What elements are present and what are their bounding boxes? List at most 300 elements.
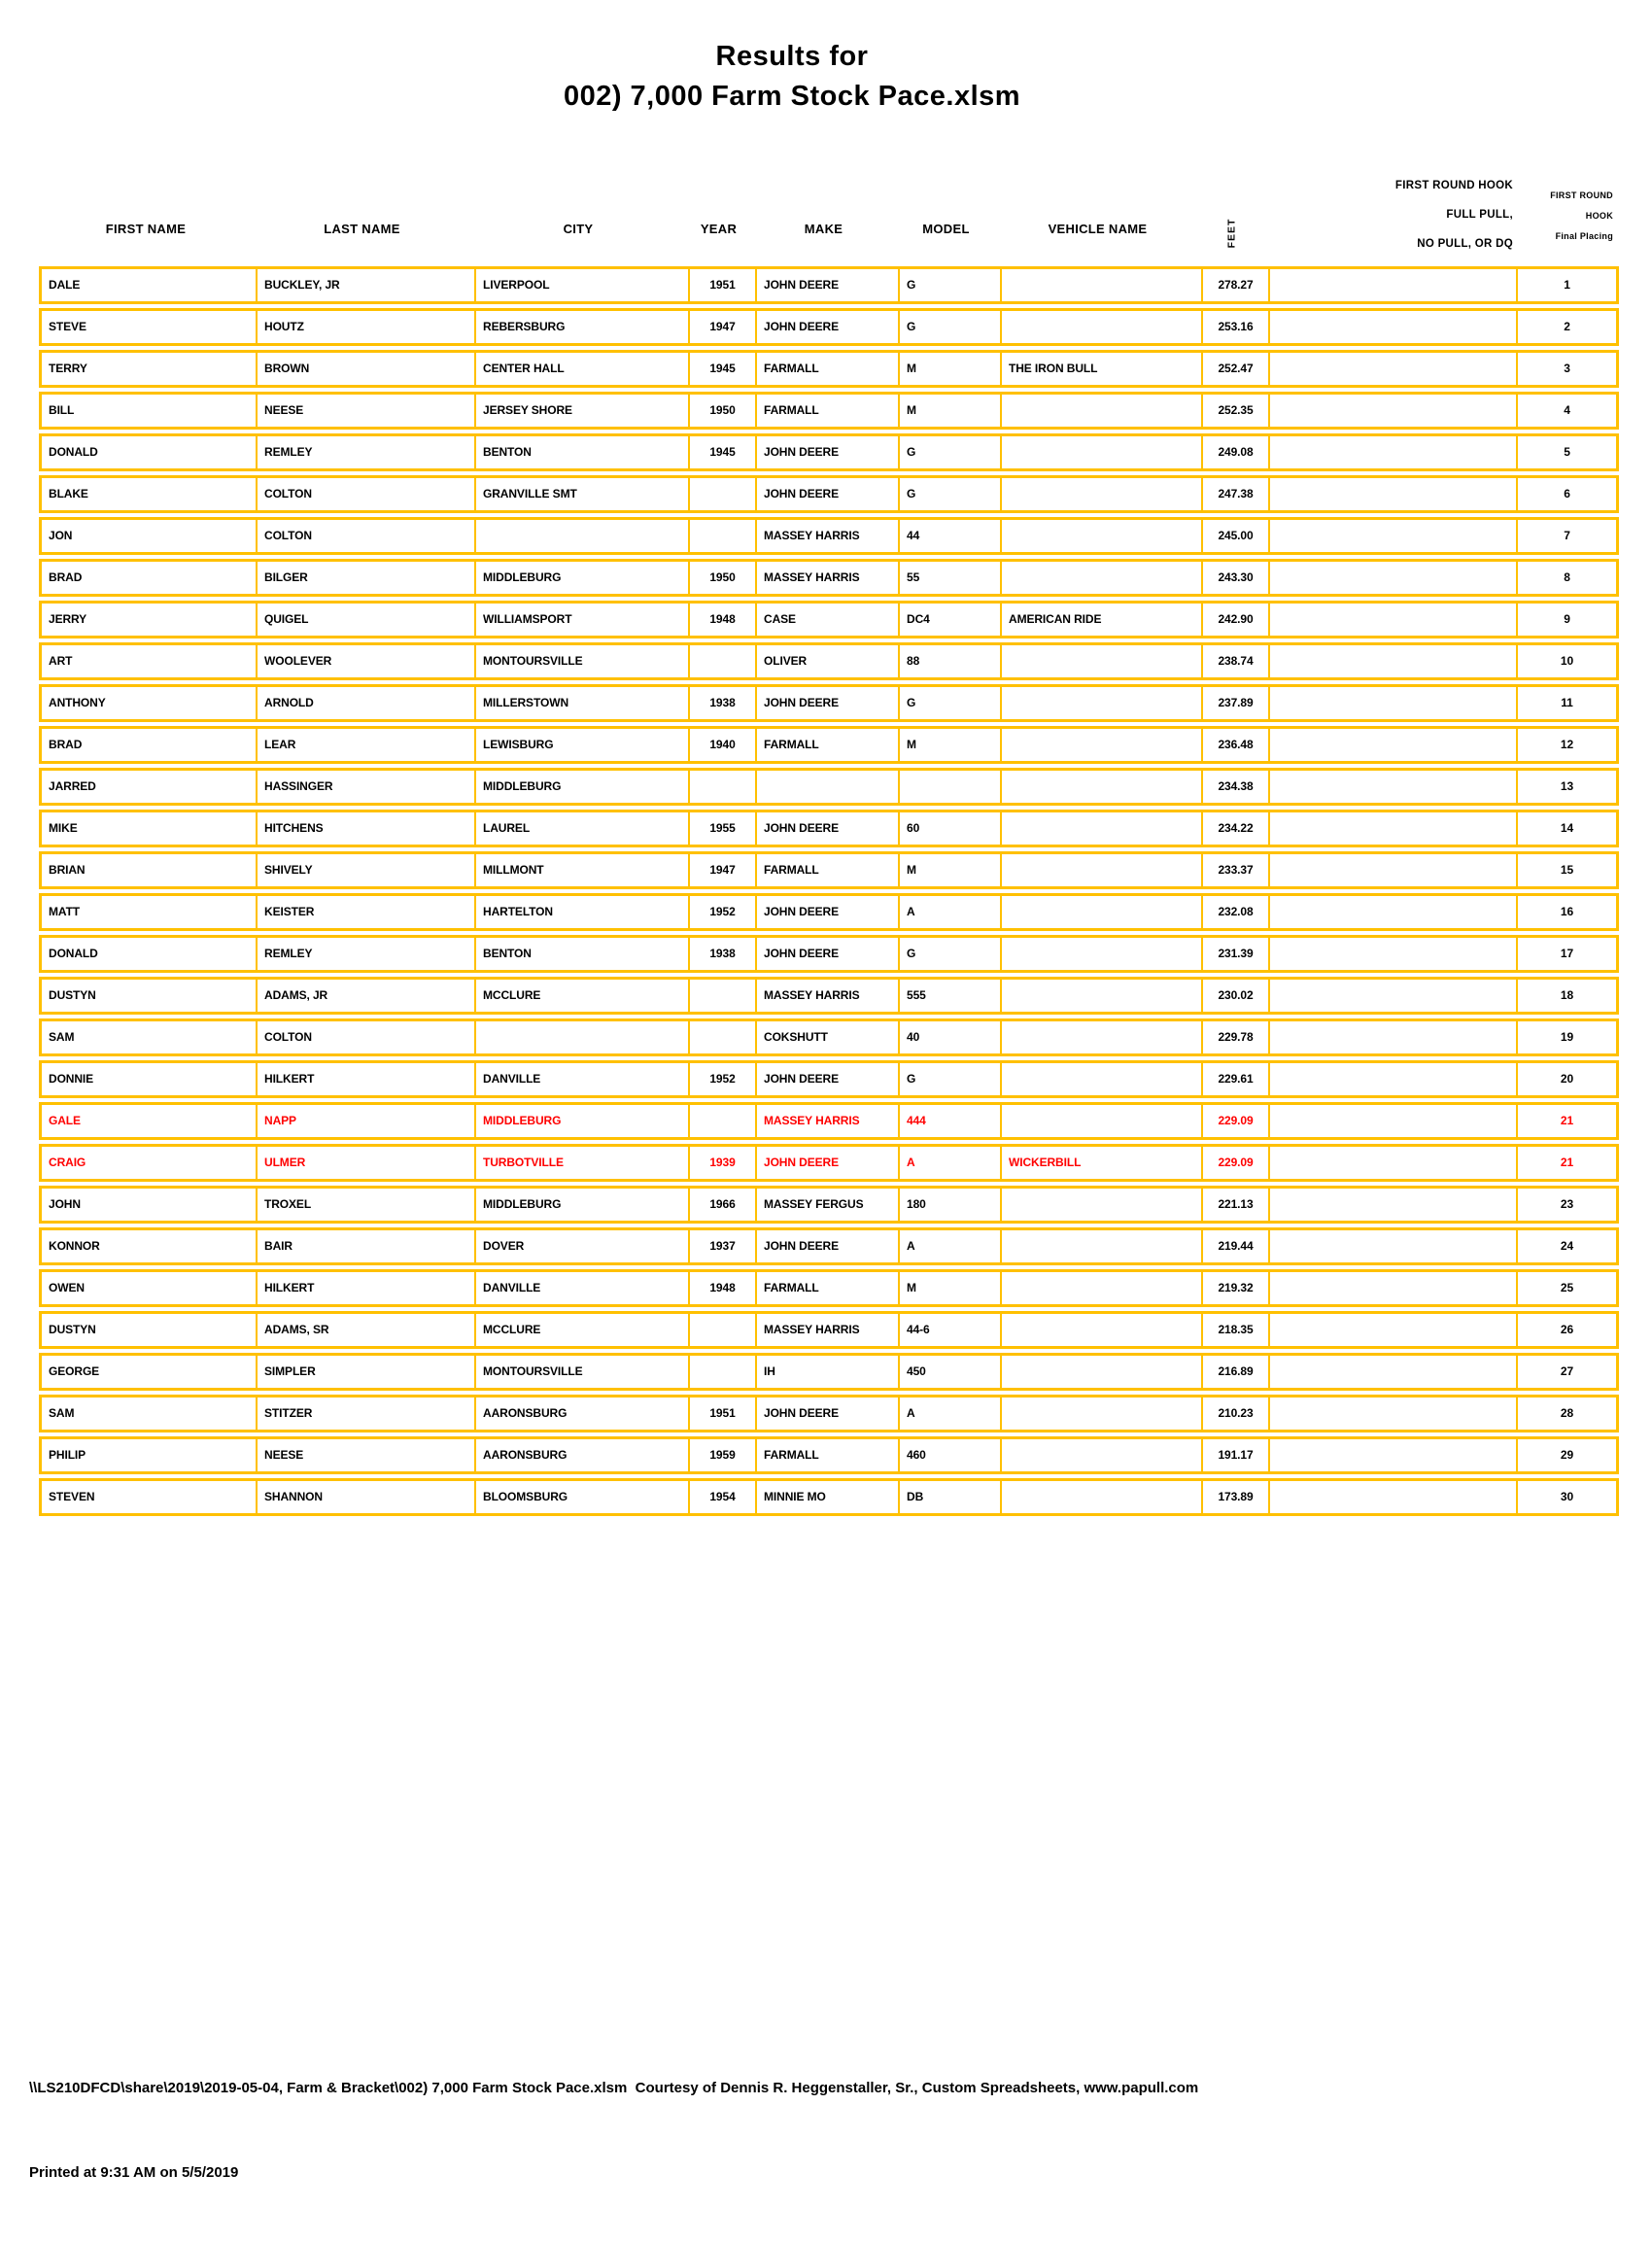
page-title-line1: Results for [715,41,869,72]
footer-file-path: \\LS210DFCD\share\2019\2019-05-04, Farm & Bracket\002) 7,000 Farm Stock Pace.xlsm Courtesy of Dennis R. Heggenstaller, Sr., Custom Spreadsheets, www.papull.com [29,2080,1199,2096]
cell-last-name: COLTON [256,1021,474,1053]
cell-city: LEWISBURG [474,729,688,761]
cell-vehicle-name [1000,812,1201,845]
cell-first-name: STEVE [49,320,86,333]
cell-year: 1951 [688,1398,755,1430]
cell-city: MIDDLEBURG [474,1189,688,1221]
cell-vehicle-name [1000,896,1201,928]
cell-feet: 234.38 [1201,771,1268,803]
cell-make: MASSEY HARRIS [755,520,898,552]
table-row [39,893,1619,931]
cell-year: 1951 [688,269,755,301]
cell-year [688,1021,755,1053]
cell-make: FARMALL [755,353,898,385]
feet-rotated-label: FEET [1225,218,1238,249]
cell-first-round-hook [1268,1356,1516,1388]
cell-first-name: DUSTYN [49,1323,96,1336]
cell-model: G [898,436,1000,468]
cell-city: MILLERSTOWN [474,687,688,719]
cell-first-round-hook [1268,520,1516,552]
cell-make: MASSEY HARRIS [755,1314,898,1346]
cell-first-name: PHILIP [49,1448,86,1462]
cell-year: 1945 [688,353,755,385]
cell-vehicle-name [1000,1189,1201,1221]
cell-city: MONTOURSVILLE [474,645,688,677]
cell-make: MINNIE MO [755,1481,898,1513]
cell-vehicle-name [1000,395,1201,427]
cell-first-name: JARRED [49,779,96,793]
cell-final-placing: 1 [1516,269,1616,301]
cell-city [474,520,688,552]
cell-final-placing: 7 [1516,520,1616,552]
table-body [39,266,1619,1516]
cell-model: DC4 [898,604,1000,636]
cell-make: JOHN DEERE [755,311,898,343]
cell-feet: 252.47 [1201,353,1268,385]
cell-final-placing: 21 [1516,1147,1616,1179]
cell-final-placing: 29 [1516,1439,1616,1471]
table-row [39,601,1619,638]
cell-final-placing: 18 [1516,980,1616,1012]
cell-first-name: BRAD [49,570,83,584]
cell-model: 450 [898,1356,1000,1388]
cell-first-round-hook [1268,1481,1516,1513]
cell-city: HARTELTON [474,896,688,928]
cell-first-round-hook [1268,687,1516,719]
cell-first-name: JERRY [49,612,87,626]
cell-make: JOHN DEERE [755,687,898,719]
cell-city: MIDDLEBURG [474,562,688,594]
cell-make: JOHN DEERE [755,1063,898,1095]
cell-make: JOHN DEERE [755,938,898,970]
column-header-make: MAKE [804,222,843,236]
cell-last-name: NAPP [256,1105,474,1137]
cell-final-placing: 3 [1516,353,1616,385]
table-row [39,642,1619,680]
table-row [39,1018,1619,1056]
cell-last-name: TROXEL [256,1189,474,1221]
cell-model: G [898,938,1000,970]
table-row [39,1060,1619,1098]
cell-feet: 191.17 [1201,1439,1268,1471]
cell-vehicle-name [1000,436,1201,468]
cell-make: FARMALL [755,1439,898,1471]
cell-make: JOHN DEERE [755,1147,898,1179]
cell-first-name: DONNIE [49,1072,94,1086]
page-footer [29,2018,1198,2243]
cell-city: JERSEY SHORE [474,395,688,427]
cell-first-name: BILL [49,403,75,417]
cell-feet: 216.89 [1201,1356,1268,1388]
cell-make: FARMALL [755,854,898,886]
cell-vehicle-name [1000,1063,1201,1095]
cell-first-name: MATT [49,905,81,918]
cell-year [688,478,755,510]
cell-final-placing: 4 [1516,395,1616,427]
cell-city: DOVER [474,1230,688,1262]
cell-make: JOHN DEERE [755,478,898,510]
cell-year: 1937 [688,1230,755,1262]
cell-first-name: ART [49,654,73,668]
cell-city: AARONSBURG [474,1398,688,1430]
cell-last-name: KEISTER [256,896,474,928]
cell-first-name: DUSTYN [49,988,96,1002]
cell-final-placing: 17 [1516,938,1616,970]
cell-make: JOHN DEERE [755,896,898,928]
column-header-first-name: FIRST NAME [105,222,187,236]
cell-year: 1945 [688,436,755,468]
cell-final-placing: 6 [1516,478,1616,510]
cell-final-placing: 12 [1516,729,1616,761]
cell-first-name: SAM [49,1406,75,1420]
cell-year [688,645,755,677]
cell-year: 1950 [688,562,755,594]
cell-first-round-hook [1268,353,1516,385]
cell-first-round-hook [1268,395,1516,427]
cell-model: M [898,1272,1000,1304]
cell-model: 44-6 [898,1314,1000,1346]
cell-vehicle-name [1000,311,1201,343]
cell-model: 460 [898,1439,1000,1471]
cell-feet: 210.23 [1201,1398,1268,1430]
cell-last-name: ULMER [256,1147,474,1179]
cell-first-round-hook [1268,729,1516,761]
cell-city: MILLMONT [474,854,688,886]
table-row [39,851,1619,889]
cell-last-name: WOOLEVER [256,645,474,677]
cell-final-placing: 9 [1516,604,1616,636]
table-row [39,810,1619,847]
cell-first-round-hook [1268,938,1516,970]
cell-last-name: SIMPLER [256,1356,474,1388]
cell-model: M [898,854,1000,886]
cell-first-name: BLAKE [49,487,88,500]
cell-model: G [898,478,1000,510]
table-row [39,266,1619,304]
cell-vehicle-name [1000,1230,1201,1262]
cell-vehicle-name [1000,520,1201,552]
cell-last-name: STITZER [256,1398,474,1430]
cell-final-placing: 24 [1516,1230,1616,1262]
cell-make: OLIVER [755,645,898,677]
cell-city: AARONSBURG [474,1439,688,1471]
cell-feet: 173.89 [1201,1481,1268,1513]
table-row [39,1395,1619,1432]
cell-year: 1952 [688,1063,755,1095]
table-row [39,1311,1619,1349]
cell-last-name: SHANNON [256,1481,474,1513]
cell-last-name: BILGER [256,562,474,594]
cell-year: 1947 [688,311,755,343]
cell-model: A [898,1147,1000,1179]
cell-feet: 253.16 [1201,311,1268,343]
cell-model: 55 [898,562,1000,594]
cell-year: 1938 [688,938,755,970]
cell-first-name: DONALD [49,947,98,960]
cell-feet: 234.22 [1201,812,1268,845]
cell-make: MASSEY HARRIS [755,1105,898,1137]
cell-final-placing: 28 [1516,1398,1616,1430]
table-header-row [39,142,1619,262]
cell-year [688,1356,755,1388]
cell-last-name: HILKERT [256,1063,474,1095]
cell-make [755,771,898,803]
cell-vehicle-name [1000,1481,1201,1513]
cell-year: 1948 [688,604,755,636]
cell-last-name: LEAR [256,729,474,761]
cell-first-round-hook [1268,854,1516,886]
cell-feet: 237.89 [1201,687,1268,719]
cell-feet: 238.74 [1201,645,1268,677]
cell-feet: 231.39 [1201,938,1268,970]
cell-make: FARMALL [755,1272,898,1304]
cell-first-name: DALE [49,278,81,292]
cell-year: 1947 [688,854,755,886]
cell-last-name: NEESE [256,395,474,427]
cell-final-placing: 16 [1516,896,1616,928]
cell-year [688,1105,755,1137]
cell-model: 88 [898,645,1000,677]
cell-last-name: QUIGEL [256,604,474,636]
cell-model: G [898,687,1000,719]
cell-feet: 278.27 [1201,269,1268,301]
cell-city: MIDDLEBURG [474,771,688,803]
cell-make: FARMALL [755,395,898,427]
cell-year [688,1314,755,1346]
cell-make: MASSEY HARRIS [755,980,898,1012]
cell-feet: 249.08 [1201,436,1268,468]
cell-year: 1966 [688,1189,755,1221]
cell-vehicle-name [1000,687,1201,719]
table-row [39,308,1619,346]
cell-vehicle-name: THE IRON BULL [1000,353,1201,385]
cell-first-round-hook [1268,980,1516,1012]
table-row [39,1186,1619,1224]
cell-year: 1954 [688,1481,755,1513]
cell-first-round-hook [1268,436,1516,468]
results-table [39,142,1619,1516]
cell-vehicle-name [1000,771,1201,803]
cell-city: REBERSBURG [474,311,688,343]
table-row [39,1102,1619,1140]
cell-first-round-hook [1268,1021,1516,1053]
column-header-last-name: LAST NAME [324,222,400,236]
cell-vehicle-name [1000,1021,1201,1053]
table-row [39,1436,1619,1474]
cell-year: 1952 [688,896,755,928]
cell-model: 44 [898,520,1000,552]
cell-city: GRANVILLE SMT [474,478,688,510]
cell-city [474,1021,688,1053]
table-row [39,768,1619,806]
cell-first-round-hook [1268,645,1516,677]
cell-first-name: DONALD [49,445,98,459]
cell-make: JOHN DEERE [755,436,898,468]
cell-vehicle-name [1000,938,1201,970]
table-row [39,1478,1619,1516]
cell-feet: 229.78 [1201,1021,1268,1053]
column-header-first-round-hook: FIRST ROUND HOOK FULL PULL, NO PULL, OR DQ [1394,180,1513,250]
cell-last-name: HASSINGER [256,771,474,803]
table-row [39,392,1619,430]
cell-first-name: ANTHONY [49,696,106,709]
cell-make: COKSHUTT [755,1021,898,1053]
cell-vehicle-name [1000,562,1201,594]
table-row [39,977,1619,1015]
cell-city: WILLIAMSPORT [474,604,688,636]
cell-year: 1939 [688,1147,755,1179]
cell-feet: 219.44 [1201,1230,1268,1262]
cell-feet: 219.32 [1201,1272,1268,1304]
cell-last-name: REMLEY [256,938,474,970]
cell-last-name: HOUTZ [256,311,474,343]
cell-city: BENTON [474,436,688,468]
cell-feet: 233.37 [1201,854,1268,886]
cell-year: 1959 [688,1439,755,1471]
cell-first-round-hook [1268,1272,1516,1304]
cell-first-round-hook [1268,1063,1516,1095]
cell-vehicle-name [1000,269,1201,301]
table-row [39,475,1619,513]
cell-year: 1948 [688,1272,755,1304]
cell-first-round-hook [1268,269,1516,301]
cell-vehicle-name [1000,1272,1201,1304]
cell-first-round-hook [1268,771,1516,803]
cell-model: 40 [898,1021,1000,1053]
cell-first-round-hook [1268,562,1516,594]
cell-first-round-hook [1268,1189,1516,1221]
cell-make: CASE [755,604,898,636]
cell-feet: 221.13 [1201,1189,1268,1221]
cell-make: JOHN DEERE [755,812,898,845]
cell-feet: 245.00 [1201,520,1268,552]
cell-feet: 230.02 [1201,980,1268,1012]
cell-last-name: ARNOLD [256,687,474,719]
cell-year: 1950 [688,395,755,427]
cell-final-placing: 5 [1516,436,1616,468]
cell-first-name: MIKE [49,821,78,835]
cell-model: A [898,1230,1000,1262]
cell-model: G [898,311,1000,343]
cell-model: 60 [898,812,1000,845]
cell-model: G [898,1063,1000,1095]
cell-feet: 252.35 [1201,395,1268,427]
cell-year: 1938 [688,687,755,719]
table-row [39,1144,1619,1182]
cell-vehicle-name [1000,478,1201,510]
cell-first-round-hook [1268,812,1516,845]
cell-first-round-hook [1268,1439,1516,1471]
cell-city: CENTER HALL [474,353,688,385]
cell-vehicle-name [1000,1439,1201,1471]
cell-first-name: JON [49,529,73,542]
cell-year [688,520,755,552]
cell-last-name: COLTON [256,478,474,510]
cell-model: M [898,353,1000,385]
column-header-model: MODEL [922,222,970,236]
cell-city: BLOOMSBURG [474,1481,688,1513]
cell-city: LAUREL [474,812,688,845]
table-row [39,935,1619,973]
cell-model: DB [898,1481,1000,1513]
column-header-vehicle-name: VEHICLE NAME [1048,222,1148,236]
column-header-city: CITY [563,222,594,236]
cell-city: MCCLURE [474,980,688,1012]
cell-year: 1955 [688,812,755,845]
cell-city: MCCLURE [474,1314,688,1346]
cell-model: A [898,896,1000,928]
cell-model: 180 [898,1189,1000,1221]
cell-last-name: HILKERT [256,1272,474,1304]
cell-vehicle-name: AMERICAN RIDE [1000,604,1201,636]
cell-first-name: BRAD [49,738,83,751]
cell-first-name: SAM [49,1030,75,1044]
column-header-final-placing: FIRST ROUND HOOK Final Placing [1550,190,1613,241]
cell-first-name: GEORGE [49,1364,100,1378]
table-row [39,1353,1619,1391]
cell-feet: 243.30 [1201,562,1268,594]
cell-final-placing: 11 [1516,687,1616,719]
cell-last-name: ADAMS, SR [256,1314,474,1346]
cell-last-name: BROWN [256,353,474,385]
cell-year [688,980,755,1012]
cell-first-name: STEVEN [49,1490,95,1503]
cell-final-placing: 30 [1516,1481,1616,1513]
cell-city: MONTOURSVILLE [474,1356,688,1388]
cell-feet: 218.35 [1201,1314,1268,1346]
cell-first-round-hook [1268,311,1516,343]
cell-model: M [898,395,1000,427]
cell-model: A [898,1398,1000,1430]
cell-last-name: SHIVELY [256,854,474,886]
cell-last-name: BAIR [256,1230,474,1262]
cell-final-placing: 10 [1516,645,1616,677]
cell-make: FARMALL [755,729,898,761]
cell-final-placing: 21 [1516,1105,1616,1137]
cell-make: JOHN DEERE [755,269,898,301]
cell-year: 1940 [688,729,755,761]
cell-last-name: ADAMS, JR [256,980,474,1012]
cell-first-round-hook [1268,1105,1516,1137]
cell-final-placing: 26 [1516,1314,1616,1346]
cell-first-name: CRAIG [49,1156,86,1169]
cell-city: TURBOTVILLE [474,1147,688,1179]
cell-make: MASSEY HARRIS [755,562,898,594]
cell-final-placing: 20 [1516,1063,1616,1095]
cell-last-name: HITCHENS [256,812,474,845]
cell-last-name: NEESE [256,1439,474,1471]
table-row [39,1227,1619,1265]
cell-last-name: COLTON [256,520,474,552]
table-row [39,517,1619,555]
cell-city: DANVILLE [474,1272,688,1304]
cell-city: DANVILLE [474,1063,688,1095]
cell-city: BENTON [474,938,688,970]
cell-first-round-hook [1268,896,1516,928]
cell-final-placing: 2 [1516,311,1616,343]
cell-first-name: OWEN [49,1281,85,1294]
cell-feet: 232.08 [1201,896,1268,928]
cell-vehicle-name [1000,1356,1201,1388]
cell-feet: 229.61 [1201,1063,1268,1095]
cell-final-placing: 14 [1516,812,1616,845]
cell-first-round-hook [1268,1314,1516,1346]
cell-first-round-hook [1268,478,1516,510]
cell-vehicle-name [1000,1314,1201,1346]
cell-vehicle-name: WICKERBILL [1000,1147,1201,1179]
cell-final-placing: 19 [1516,1021,1616,1053]
cell-vehicle-name [1000,729,1201,761]
